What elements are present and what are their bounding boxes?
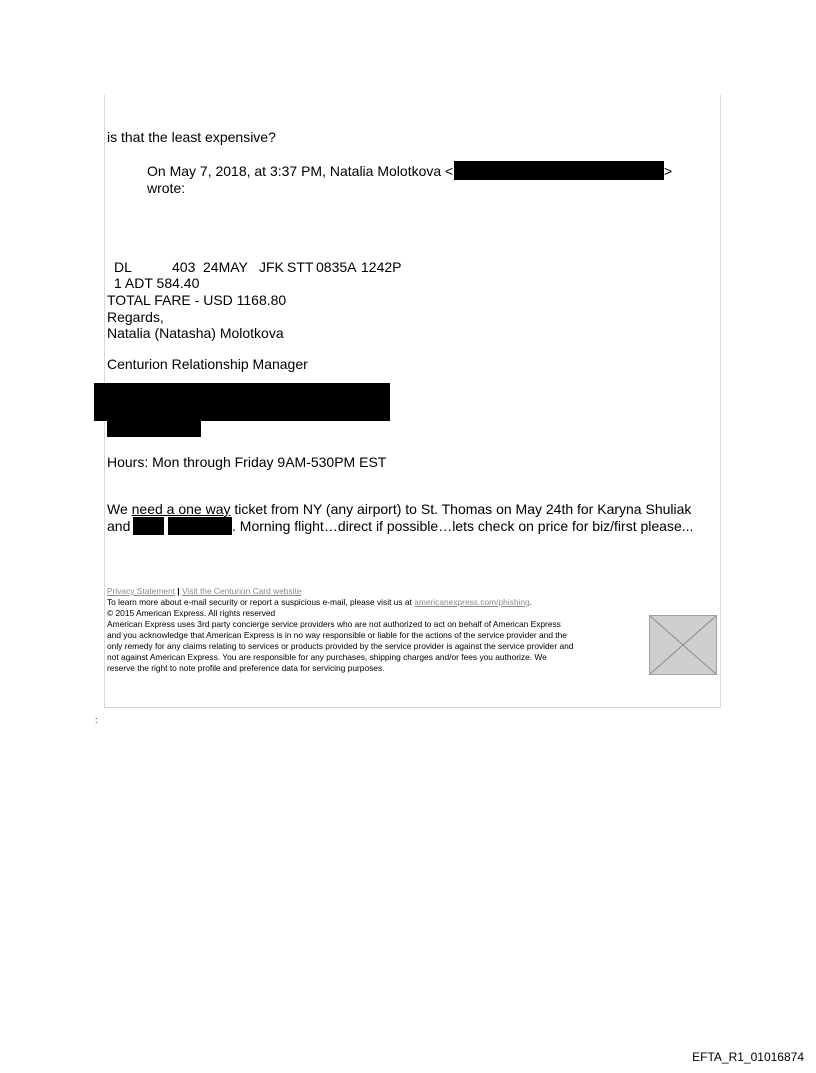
request-line2-pre: and: [107, 518, 131, 534]
footer-disclaimer-5: reserve the right to note profile and preference data for servicing purposes.: [107, 663, 385, 673]
flight-airline: DL: [114, 259, 132, 275]
footer-security-post: .: [529, 597, 532, 607]
total-fare: TOTAL FARE - USD 1168.80: [107, 292, 287, 308]
footer-disclaimer-1: American Express uses 3rd party concierge service providers who are not authorized to act on behalf of American Express: [107, 619, 561, 629]
broken-image-icon: [649, 615, 717, 675]
flight-date: 24MAY: [203, 259, 248, 275]
privacy-statement-link[interactable]: Privacy Statement: [107, 586, 175, 596]
footer-security-pre: To learn more about e-mail security or report a suspicious e-mail, please visit us at: [107, 597, 415, 607]
request-line1-pre: We: [107, 501, 132, 517]
hours: Hours: Mon through Friday 9AM-530PM EST: [107, 454, 387, 470]
fare-line: 1 ADT 584.40: [114, 275, 200, 291]
signature-name: Natalia (Natasha) Molotkova: [107, 325, 284, 341]
redaction-contact-line: [107, 421, 201, 437]
request-line1-post: ticket from NY (any airport) to St. Thomas on May 24th for Karyna Shuliak: [230, 501, 692, 517]
reply-text: is that the least expensive?: [107, 129, 276, 145]
redaction-email: [454, 161, 664, 180]
footer-disclaimer-4: not against American Express. You are responsible for any purchases, shipping charges and/or fees you authorize. We: [107, 652, 547, 662]
footer-copyright: © 2015 American Express. All rights reserved: [107, 608, 276, 618]
quote-header-suffix: >: [664, 163, 673, 179]
redaction-contact-block: [94, 383, 390, 421]
quote-header-prefix: On May 7, 2018, at 3:37 PM, Natalia Molotkova <: [147, 163, 454, 179]
footer-disclaimer-3: only remedy for any claims relating to services or products provided by the service provider is against the service provider and: [107, 641, 574, 651]
request-line-1: [107, 501, 691, 518]
flight-origin: JFK: [259, 259, 284, 275]
request-line2-post: . Morning flight…direct if possible…lets check on price for biz/first please...: [232, 518, 694, 534]
centurion-card-link[interactable]: Visit the Centurion Card website: [181, 586, 302, 596]
regards: Regards,: [107, 309, 164, 325]
flight-itinerary-row: [0, 259, 816, 276]
footer-separator: |: [177, 586, 180, 596]
phishing-link[interactable]: americanexpress.com/phishing: [414, 597, 530, 607]
signature-title: Centurion Relationship Manager: [107, 356, 308, 372]
flight-arrive: 1242P: [361, 259, 402, 275]
flight-destination: STT: [287, 259, 314, 275]
footer-disclaimer-2: and you acknowledge that American Express is in no way responsible or liable for the actions of the service provider and the: [107, 630, 567, 640]
request-line1-underlined: need a one way: [131, 501, 231, 517]
quote-header: [147, 163, 453, 180]
footer-links: [107, 586, 301, 596]
redaction-name-2: [168, 517, 232, 535]
quote-wrote: wrote:: [147, 180, 186, 196]
redaction-name-1: [133, 517, 164, 535]
flight-number: 403: [172, 259, 196, 275]
footer-security: [107, 597, 532, 607]
flight-depart: 0835A: [316, 259, 357, 275]
stray-mark: :: [95, 715, 98, 725]
bates-number: EFTA_R1_01016874: [692, 1050, 804, 1064]
